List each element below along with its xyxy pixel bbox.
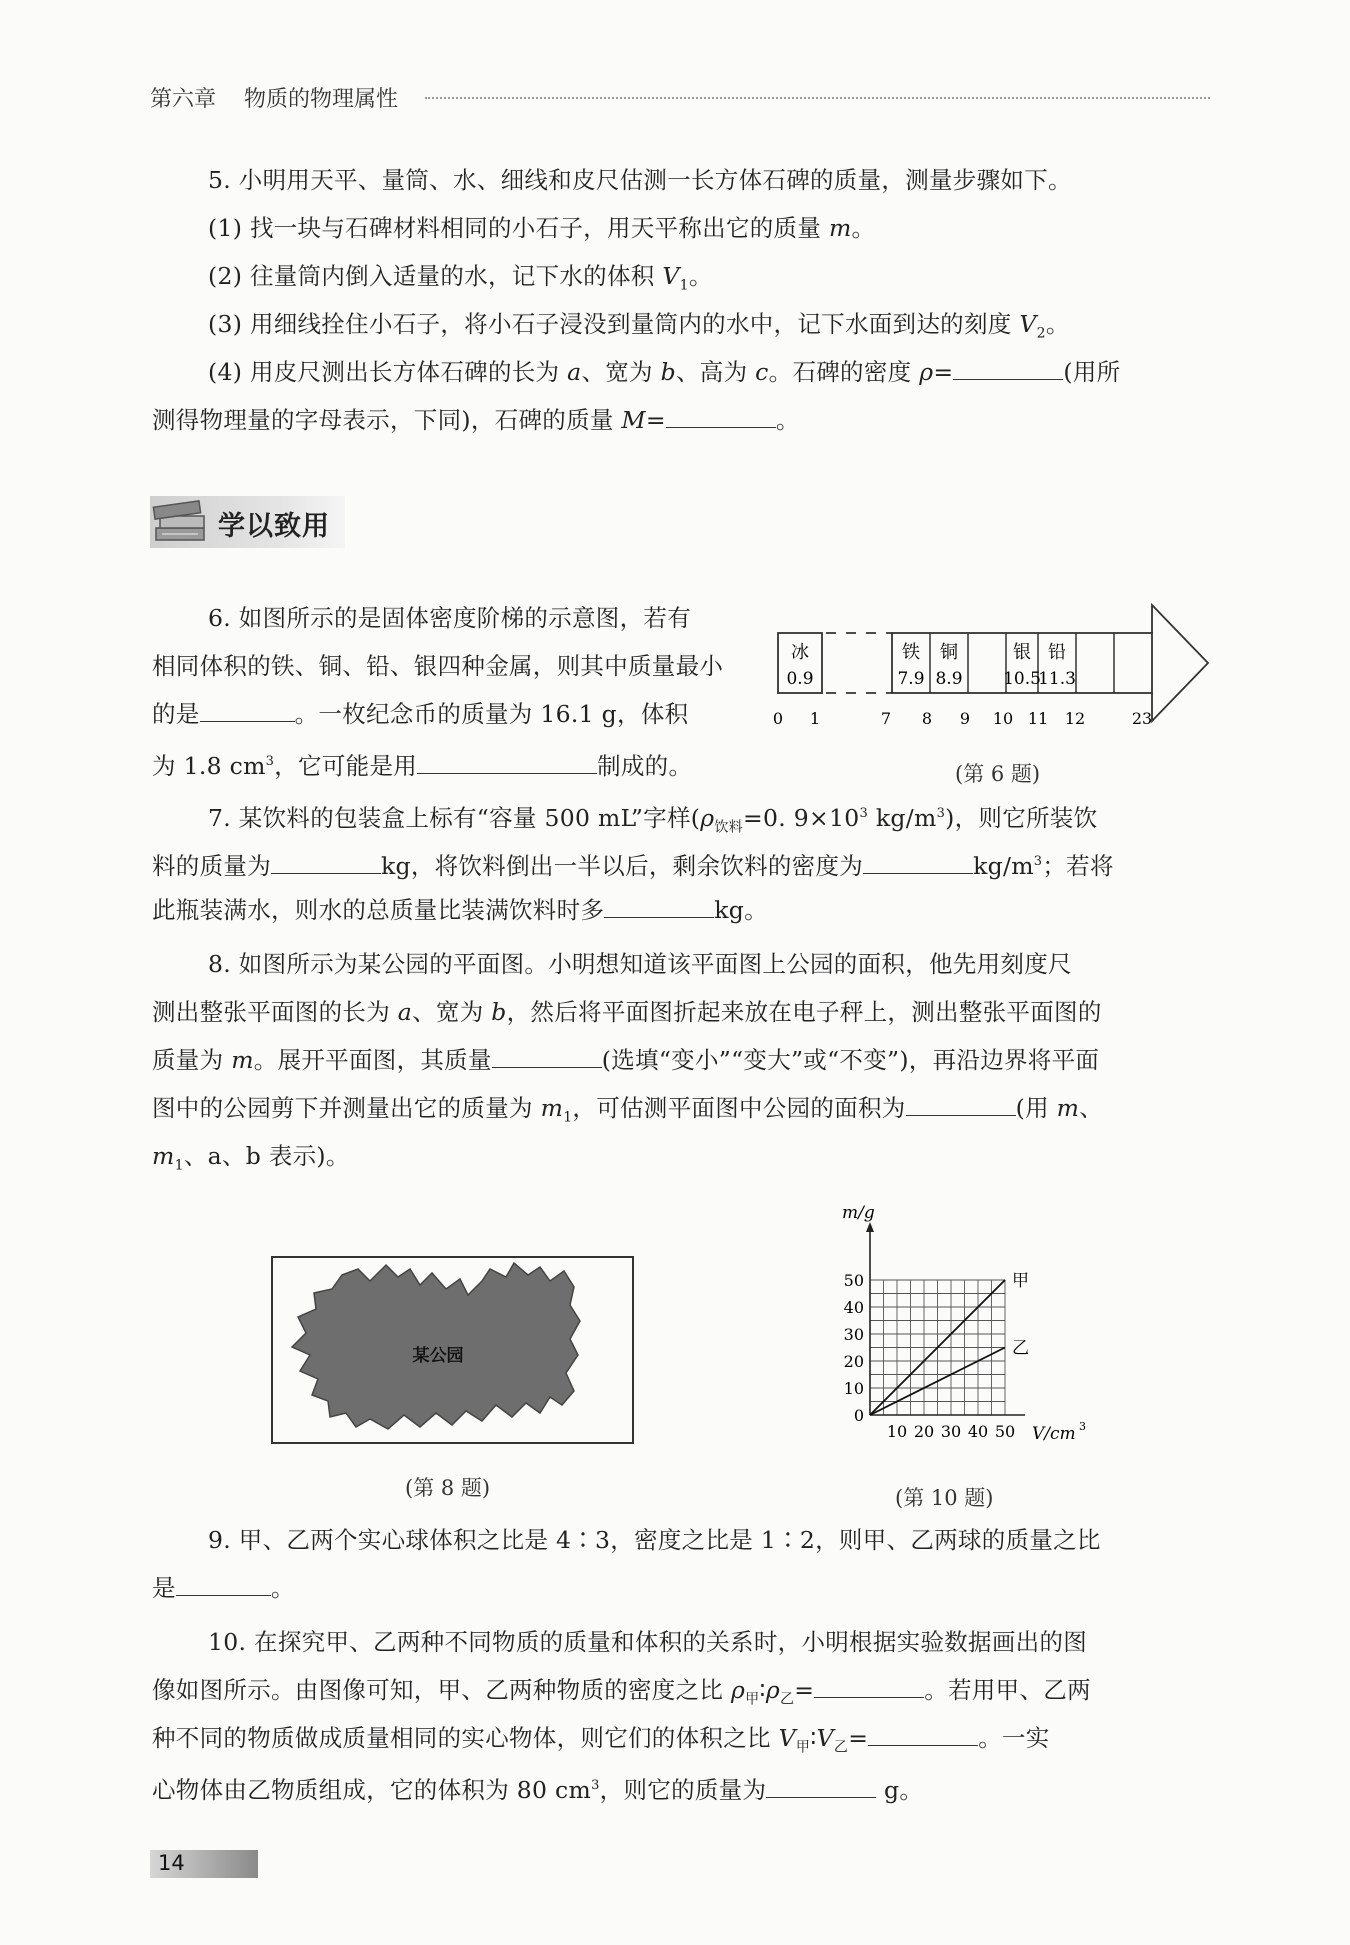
ladder-cell-value: 0.9 [786, 669, 814, 689]
q9-line1: 9. 甲、乙两个实心球体积之比是 4∶3，密度之比是 1∶2，则甲、乙两球的质量之比 [208, 1526, 1101, 1554]
chart-axes [866, 1222, 1025, 1415]
y-tick-label: 30 [843, 1325, 864, 1344]
q6-line1: 6. 如图所示的是固体密度阶梯的示意图，若有 [208, 604, 691, 632]
ladder-cell-value: 10.5 [1003, 669, 1041, 689]
q10-mass-blank[interactable] [766, 1773, 876, 1798]
ladder-tick: 7 [880, 709, 892, 728]
series-label: 乙 [1012, 1338, 1029, 1359]
x-tick-label: 50 [994, 1422, 1016, 1441]
ladder-tick: 11 [1027, 709, 1049, 728]
y-tick-label: 50 [843, 1271, 864, 1290]
q10-volume-ratio-blank[interactable] [868, 1721, 978, 1746]
q6-line4: 为 1.8 $cm^3$，它可能是用 制成的。 [152, 742, 852, 786]
ladder-cell-name: 银 [1013, 642, 1031, 663]
q10-line3: 种不同的物质做成质量相同的实心物体，则它们的体积之比 $V_甲∶V_乙=$ 。一实 [152, 1718, 1212, 1768]
park-label: 某公园 [412, 1346, 464, 1366]
park-map-figure [270, 1255, 635, 1445]
q10-line1: 10. 在探究甲、乙两种不同物质的质量和体积的关系时，小明根据实验数据画出的图 [208, 1628, 1088, 1656]
q6-least-mass-blank[interactable] [200, 697, 295, 722]
q6-line2: 相同体积的铁、铜、铅、银四种金属，则其中质量最小 [152, 652, 724, 680]
x-axis-unit-superscript: 3 [1079, 1420, 1086, 1433]
x-tick-label: 30 [940, 1422, 962, 1441]
q8-line2: 测出整张平面图的长为 a、宽为 b，然后将平面图折起来放在电子秤上，测出整张平面图的 [152, 998, 1102, 1026]
q8-area-blank[interactable] [906, 1091, 1016, 1116]
chapter-label: 第六章 [150, 87, 217, 112]
q8-caption: (第 8 题) [405, 1476, 491, 1500]
density-ladder-figure [770, 600, 1210, 740]
q7-extra-mass-blank[interactable] [604, 893, 714, 918]
q9-mass-ratio-blank[interactable] [176, 1571, 271, 1596]
x-tick-label: 40 [967, 1422, 989, 1441]
q5-density-blank[interactable] [953, 355, 1063, 380]
ladder-cell-name: 铅 [1048, 642, 1066, 663]
q8-line4: 图中的公园剪下并测量出它的质量为 $m_1$，可估测平面图中公园的面积为 (用 m、 [152, 1088, 1212, 1138]
chapter-title: 物质的物理属性 [244, 87, 399, 112]
q5-step1: (1) 找一块与石碑材料相同的小石子，用天平称出它的质量 m。 [208, 214, 876, 242]
q9-line2: 是 。 [152, 1568, 1212, 1608]
q5-mass-blank[interactable] [666, 403, 776, 428]
ladder-cell-name: 铁 [902, 642, 920, 663]
q7-line3: 此瓶装满水，则水的总质量比装满饮料时多 kg。 [152, 890, 1212, 930]
q10-density-ratio-blank[interactable] [814, 1673, 924, 1698]
books-icon [150, 494, 214, 550]
ladder-tick: 1 [809, 709, 821, 728]
q10-line2: 像如图所示。由图像可知，甲、乙两种物质的密度之比 $\rho_甲∶\rho_乙=$ 。若用甲、乙两 [152, 1670, 1212, 1720]
page-number: 14 [158, 1851, 185, 1875]
running-header [150, 82, 398, 113]
q8-line1: 8. 如图所示为某公园的平面图。小明想知道该平面图上公园的面积，他先用刻度尺 [208, 950, 1072, 978]
y-tick-label: 40 [843, 1298, 864, 1317]
ladder-cell-value: 7.9 [897, 669, 925, 689]
q5-step4: (4) 用皮尺测出长方体石碑的长为 a、宽为 b、高为 c。石碑的密度 ρ= (用所 [152, 352, 1212, 392]
q7-line2: 料的质量为 kg，将饮料倒出一半以后，剩余饮料的密度为 $kg/m^3$；若将 [152, 842, 1212, 886]
ladder-tick: 9 [959, 709, 971, 728]
y-tick-label: 0 [853, 1406, 864, 1425]
q7-density-blank[interactable] [863, 849, 973, 874]
ladder-tick: 8 [921, 709, 933, 728]
ladder-cell-value: 11.3 [1038, 669, 1076, 689]
ladder-tick: 10 [992, 709, 1014, 728]
q5-step4-cont: 测得物理量的字母表示，下同)，石碑的质量 M= 。 [152, 400, 1212, 440]
q10-caption: (第 10 题) [895, 1486, 994, 1510]
series-label: 甲 [1012, 1271, 1029, 1291]
q6-caption: (第 6 题) [955, 762, 1041, 786]
q5-stem: 5. 小明用天平、量筒、水、细线和皮尺估测一长方体石碑的质量，测量步骤如下。 [208, 166, 1072, 194]
ladder-cell-name: 铜 [940, 642, 958, 663]
ladder-cell-value: 8.9 [935, 669, 963, 689]
q8-line3: 质量为 m。展开平面图，其质量 (选填“变小”“变大”或“不变”)，再沿边界将平面 [152, 1040, 1212, 1080]
section-title: 学以致用 [218, 511, 330, 542]
header-dotted-rule [425, 97, 1210, 99]
y-tick-label: 20 [843, 1352, 864, 1371]
q8-line5: $m_1$、a、b 表示)。 [152, 1142, 350, 1174]
x-tick-label: 10 [886, 1422, 908, 1441]
ladder-tick: 12 [1064, 709, 1086, 728]
ladder-tick: 0 [772, 709, 784, 728]
y-axis-arrow [866, 1222, 874, 1232]
x-tick-label: 20 [913, 1422, 935, 1441]
y-axis-label: m/g [842, 1203, 875, 1223]
q7-line1: 7. 某饮料的包装盒上标有“容量 500 mL”字样($\rho_{饮料}=0$. $9\times 10^3$ $kg/m^3$)，则它所装饮 [208, 803, 1098, 836]
ladder-tick: 23 [1131, 709, 1153, 728]
y-tick-label: 10 [843, 1379, 864, 1398]
ladder-cell-name: 冰 [791, 642, 809, 663]
q6-line3: 的是 。一枚纪念币的质量为 16.1 g，体积 [152, 694, 852, 734]
q8-mass-change-blank[interactable] [492, 1043, 602, 1068]
mass-volume-chart [800, 1198, 1100, 1458]
q6-material-blank[interactable] [417, 749, 597, 774]
q10-line4: 心物体由乙物质组成，它的体积为 80 $cm^3$，则它的质量为 g。 [152, 1766, 1212, 1810]
q5-step2: (2) 往量筒内倒入适量的水，记下水的体积 $V_1$。 [208, 262, 713, 294]
q7-mass-blank[interactable] [271, 849, 381, 874]
q5-step3: (3) 用细线拴住小石子，将小石子浸没到量筒内的水中，记下水面到达的刻度 $V_2$。 [208, 310, 1070, 342]
x-axis-label: V/cm [1032, 1424, 1076, 1444]
